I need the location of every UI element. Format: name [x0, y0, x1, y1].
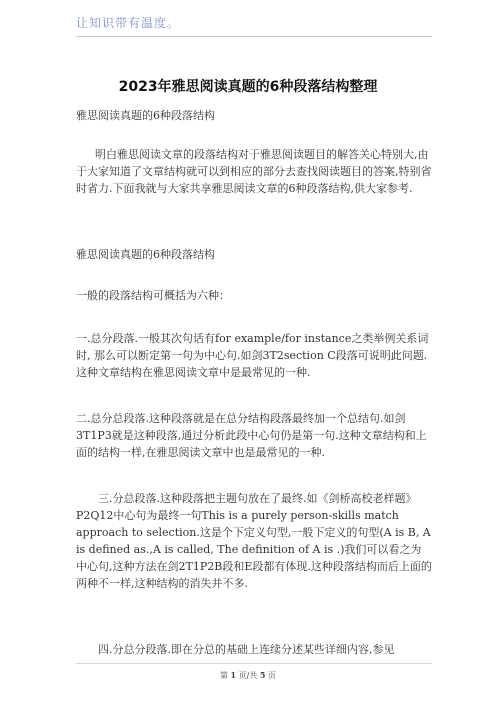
document-title: 2023年雅思阅读真题的6种段落结构整理: [118, 79, 378, 95]
footer-total-pages: 5: [259, 670, 266, 680]
footer-prefix: 第: [219, 671, 228, 680]
header-divider: [76, 36, 432, 37]
paragraph-8: 四.分总分段落.即在分总的基础上连续分述某些详细内容,参见: [98, 643, 395, 656]
paragraph-5: 一.总分段落.一般其次句话有for example/for instance之类举例关系词时, 那么可以断定第一句为中心句.如剑3T2section C段落可说明此问题.这种文章结构在雅思阅读文章中是最常见的一种.: [76, 332, 429, 379]
paragraph-3: 雅思阅读真题的6种段落结构: [76, 248, 215, 261]
paragraph-4: 一般的段落结构可概括为六种：: [76, 289, 230, 302]
footer-current-page: 1: [230, 670, 237, 680]
paragraph-6: 二.总分总段落.这种段落就是在总分结构段落最终加一个总结句.如剑3T1P3就是这种段落,通过分析此段中心句仍是第一句.这种文章结构和上面的结构一样,在雅思阅读文章中也是最常见的一种.: [76, 412, 427, 459]
paragraph-7: 三.分总段落.这种段落把主题句放在了最终.如《剑桥高校老样题》P2Q12中心句为最终一句This is a purely person-skills match approach to selection.这是个下定义句型,一般下定义的句型(A is B, A is defined as.,A is called, The definition of A is .)我们可以看之为中心句,这种方法在剑2T1P2B段和E段都有体现.这种段落结构而后上面的两种不一样,这种结构的消失并不多.: [76, 492, 432, 590]
header-note: 让知识带有温度。: [76, 16, 181, 30]
page-footer: [0, 670, 496, 681]
footer-suffix: 页: [268, 671, 277, 680]
paragraph-1: 雅思阅读真题的6种段落结构: [76, 109, 215, 122]
paragraph-2: 明白雅思阅读文章的段落结构对于雅思阅读题目的解答关心特别大,由于大家知道了文章结构就可以到相应的部分去查找阅读题目的答案,特别省时省力.下面我就与大家共享雅思阅读文章的6种段落结构,供大家参考.: [76, 148, 432, 195]
footer-middle: 页/共: [238, 671, 258, 680]
footer-divider: [76, 663, 432, 664]
